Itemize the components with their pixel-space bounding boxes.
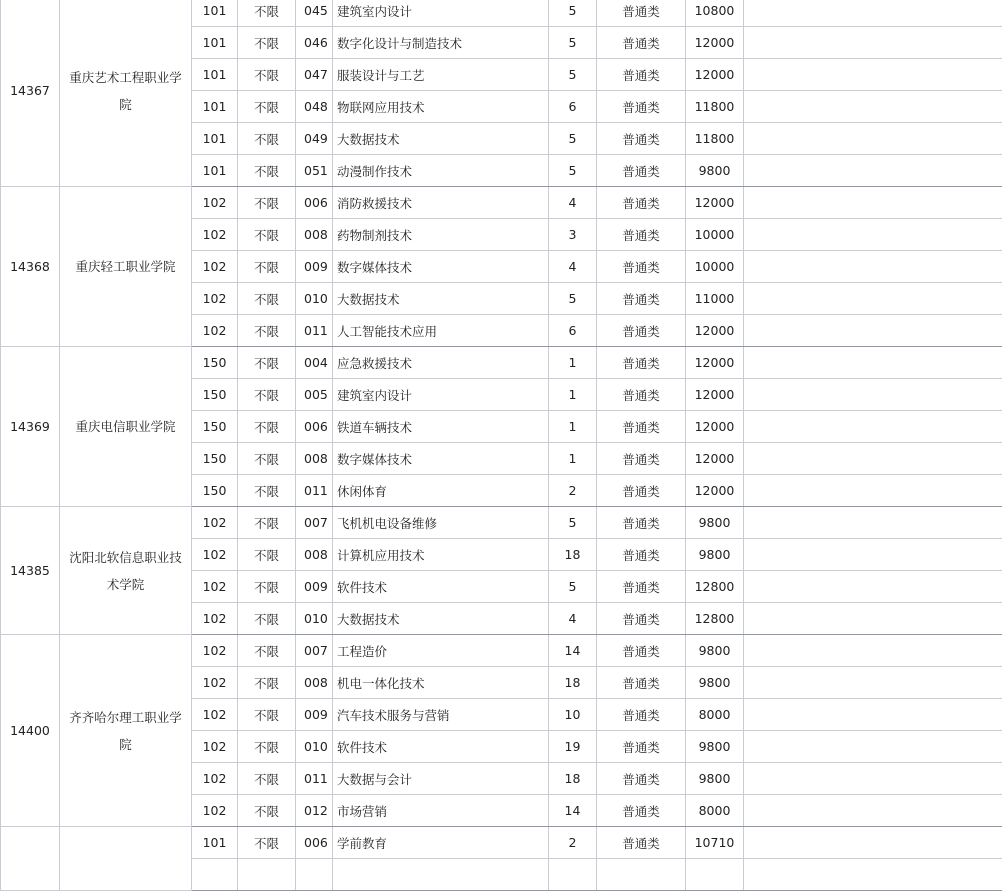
empty-cell <box>744 347 1002 379</box>
major-name-cell: 大数据与会计 <box>333 763 549 795</box>
subject-requirement-cell: 不限 <box>238 283 296 315</box>
plan-code-cell: 150 <box>192 411 238 443</box>
major-code-cell: 006 <box>296 411 333 443</box>
tuition-cell: 12800 <box>686 603 744 635</box>
empty-cell <box>744 635 1002 667</box>
enrollment-count-cell: 3 <box>549 219 597 251</box>
major-code-cell: 009 <box>296 699 333 731</box>
plan-code-cell: 101 <box>192 91 238 123</box>
tuition-cell: 12800 <box>686 571 744 603</box>
empty-cell <box>744 507 1002 539</box>
category-cell: 普通类 <box>597 475 686 507</box>
empty-cell <box>744 411 1002 443</box>
major-name-cell <box>333 859 549 891</box>
category-cell: 普通类 <box>597 795 686 827</box>
empty-cell <box>744 571 1002 603</box>
empty-cell <box>744 475 1002 507</box>
major-name-cell: 铁道车辆技术 <box>333 411 549 443</box>
empty-cell <box>744 667 1002 699</box>
empty-cell <box>744 187 1002 219</box>
empty-cell <box>744 379 1002 411</box>
enrollment-count-cell <box>549 859 597 891</box>
enrollment-count-cell: 5 <box>549 59 597 91</box>
enrollment-count-cell: 6 <box>549 91 597 123</box>
tuition-cell: 11800 <box>686 91 744 123</box>
subject-requirement-cell: 不限 <box>238 603 296 635</box>
enrollment-count-cell: 14 <box>549 635 597 667</box>
school-name-cell: 重庆轻工职业学院 <box>60 187 192 347</box>
plan-code-cell: 101 <box>192 827 238 859</box>
school-name-cell: 齐齐哈尔理工职业学院 <box>60 635 192 827</box>
major-code-cell: 009 <box>296 571 333 603</box>
tuition-cell: 12000 <box>686 315 744 347</box>
tuition-cell: 12000 <box>686 475 744 507</box>
subject-requirement-cell: 不限 <box>238 155 296 187</box>
major-name-cell: 服装设计与工艺 <box>333 59 549 91</box>
major-code-cell: 010 <box>296 283 333 315</box>
school-name-cell <box>60 827 192 891</box>
major-code-cell: 008 <box>296 539 333 571</box>
school-name-cell: 重庆艺术工程职业学院 <box>60 0 192 187</box>
enrollment-count-cell: 5 <box>549 571 597 603</box>
tuition-cell: 12000 <box>686 443 744 475</box>
enrollment-count-cell: 1 <box>549 347 597 379</box>
category-cell: 普通类 <box>597 699 686 731</box>
major-name-cell: 应急救援技术 <box>333 347 549 379</box>
major-name-cell: 数字媒体技术 <box>333 251 549 283</box>
category-cell: 普通类 <box>597 91 686 123</box>
tuition-cell: 10000 <box>686 219 744 251</box>
empty-cell <box>744 251 1002 283</box>
major-code-cell: 048 <box>296 91 333 123</box>
enrollment-count-cell: 4 <box>549 187 597 219</box>
major-name-cell: 计算机应用技术 <box>333 539 549 571</box>
major-code-cell: 006 <box>296 827 333 859</box>
empty-cell <box>744 443 1002 475</box>
school-code-cell: 14385 <box>1 507 60 635</box>
enrollment-count-cell: 5 <box>549 123 597 155</box>
plan-code-cell: 150 <box>192 379 238 411</box>
major-name-cell: 动漫制作技术 <box>333 155 549 187</box>
plan-code-cell: 101 <box>192 27 238 59</box>
table-row <box>1 507 1002 539</box>
major-code-cell: 046 <box>296 27 333 59</box>
plan-code-cell: 102 <box>192 539 238 571</box>
subject-requirement-cell: 不限 <box>238 507 296 539</box>
subject-requirement-cell: 不限 <box>238 187 296 219</box>
category-cell: 普通类 <box>597 443 686 475</box>
category-cell: 普通类 <box>597 315 686 347</box>
plan-code-cell: 102 <box>192 635 238 667</box>
major-code-cell: 007 <box>296 507 333 539</box>
major-code-cell: 009 <box>296 251 333 283</box>
enrollment-count-cell: 1 <box>549 443 597 475</box>
major-name-cell: 建筑室内设计 <box>333 0 549 27</box>
category-cell: 普通类 <box>597 27 686 59</box>
empty-cell <box>744 91 1002 123</box>
major-code-cell: 004 <box>296 347 333 379</box>
category-cell: 普通类 <box>597 219 686 251</box>
major-name-cell: 数字化设计与制造技术 <box>333 27 549 59</box>
empty-cell <box>744 123 1002 155</box>
subject-requirement-cell: 不限 <box>238 539 296 571</box>
major-code-cell: 010 <box>296 603 333 635</box>
empty-cell <box>744 27 1002 59</box>
tuition-cell: 10800 <box>686 0 744 27</box>
school-code-cell: 14369 <box>1 347 60 507</box>
category-cell: 普通类 <box>597 603 686 635</box>
major-name-cell: 消防救援技术 <box>333 187 549 219</box>
tuition-cell: 9800 <box>686 667 744 699</box>
tuition-cell: 12000 <box>686 379 744 411</box>
tuition-cell: 11000 <box>686 283 744 315</box>
empty-cell <box>744 155 1002 187</box>
subject-requirement-cell: 不限 <box>238 0 296 27</box>
subject-requirement-cell: 不限 <box>238 443 296 475</box>
major-code-cell: 011 <box>296 763 333 795</box>
subject-requirement-cell <box>238 859 296 891</box>
major-name-cell: 大数据技术 <box>333 603 549 635</box>
major-code-cell: 051 <box>296 155 333 187</box>
table-row <box>1 827 1002 859</box>
subject-requirement-cell: 不限 <box>238 731 296 763</box>
plan-code-cell <box>192 859 238 891</box>
plan-code-cell: 102 <box>192 763 238 795</box>
plan-code-cell: 101 <box>192 155 238 187</box>
subject-requirement-cell: 不限 <box>238 219 296 251</box>
plan-code-cell: 150 <box>192 443 238 475</box>
tuition-cell <box>686 859 744 891</box>
enrollment-count-cell: 18 <box>549 539 597 571</box>
tuition-cell: 9800 <box>686 731 744 763</box>
tuition-cell: 12000 <box>686 59 744 91</box>
subject-requirement-cell: 不限 <box>238 475 296 507</box>
plan-code-cell: 150 <box>192 347 238 379</box>
school-name-cell: 沈阳北软信息职业技术学院 <box>60 507 192 635</box>
plan-code-cell: 101 <box>192 59 238 91</box>
empty-cell <box>744 731 1002 763</box>
subject-requirement-cell: 不限 <box>238 795 296 827</box>
enrollment-count-cell: 1 <box>549 411 597 443</box>
enrollment-count-cell: 10 <box>549 699 597 731</box>
plan-code-cell: 102 <box>192 603 238 635</box>
category-cell: 普通类 <box>597 187 686 219</box>
empty-cell <box>744 603 1002 635</box>
major-name-cell: 人工智能技术应用 <box>333 315 549 347</box>
enrollment-count-cell: 5 <box>549 283 597 315</box>
major-name-cell: 大数据技术 <box>333 123 549 155</box>
major-code-cell: 011 <box>296 315 333 347</box>
major-code-cell: 008 <box>296 443 333 475</box>
school-code-cell: 14400 <box>1 635 60 827</box>
major-code-cell: 008 <box>296 219 333 251</box>
category-cell: 普通类 <box>597 571 686 603</box>
enrollment-count-cell: 2 <box>549 827 597 859</box>
enrollment-count-cell: 4 <box>549 603 597 635</box>
plan-code-cell: 102 <box>192 795 238 827</box>
empty-cell <box>744 59 1002 91</box>
enrollment-count-cell: 2 <box>549 475 597 507</box>
major-name-cell: 休闲体育 <box>333 475 549 507</box>
major-code-cell: 049 <box>296 123 333 155</box>
category-cell: 普通类 <box>597 347 686 379</box>
tuition-cell: 12000 <box>686 187 744 219</box>
plan-code-cell: 102 <box>192 315 238 347</box>
plan-code-cell: 102 <box>192 219 238 251</box>
major-name-cell: 软件技术 <box>333 571 549 603</box>
enrollment-count-cell: 5 <box>549 0 597 27</box>
empty-cell <box>744 283 1002 315</box>
subject-requirement-cell: 不限 <box>238 379 296 411</box>
enrollment-count-cell: 5 <box>549 507 597 539</box>
enrollment-count-cell: 6 <box>549 315 597 347</box>
major-code-cell: 008 <box>296 667 333 699</box>
table-row <box>1 187 1002 219</box>
subject-requirement-cell: 不限 <box>238 411 296 443</box>
major-code-cell: 012 <box>296 795 333 827</box>
empty-cell <box>744 795 1002 827</box>
category-cell: 普通类 <box>597 507 686 539</box>
tuition-cell: 9800 <box>686 507 744 539</box>
subject-requirement-cell: 不限 <box>238 91 296 123</box>
tuition-cell: 10710 <box>686 827 744 859</box>
category-cell: 普通类 <box>597 731 686 763</box>
tuition-cell: 9800 <box>686 635 744 667</box>
empty-cell <box>744 699 1002 731</box>
subject-requirement-cell: 不限 <box>238 699 296 731</box>
enrollment-count-cell: 5 <box>549 27 597 59</box>
major-name-cell: 市场营销 <box>333 795 549 827</box>
major-name-cell: 学前教育 <box>333 827 549 859</box>
enrollment-count-cell: 4 <box>549 251 597 283</box>
major-name-cell: 药物制剂技术 <box>333 219 549 251</box>
major-name-cell: 建筑室内设计 <box>333 379 549 411</box>
tuition-cell: 11800 <box>686 123 744 155</box>
table-body <box>1 0 1002 891</box>
major-name-cell: 机电一体化技术 <box>333 667 549 699</box>
tuition-cell: 9800 <box>686 763 744 795</box>
tuition-cell: 10000 <box>686 251 744 283</box>
plan-code-cell: 102 <box>192 699 238 731</box>
category-cell: 普通类 <box>597 123 686 155</box>
empty-cell <box>744 219 1002 251</box>
subject-requirement-cell: 不限 <box>238 763 296 795</box>
empty-cell <box>744 827 1002 859</box>
plan-code-cell: 150 <box>192 475 238 507</box>
plan-code-cell: 102 <box>192 731 238 763</box>
major-name-cell: 飞机机电设备维修 <box>333 507 549 539</box>
subject-requirement-cell: 不限 <box>238 27 296 59</box>
major-name-cell: 数字媒体技术 <box>333 443 549 475</box>
major-code-cell: 010 <box>296 731 333 763</box>
subject-requirement-cell: 不限 <box>238 59 296 91</box>
subject-requirement-cell: 不限 <box>238 827 296 859</box>
school-code-cell <box>1 827 60 891</box>
plan-code-cell: 101 <box>192 0 238 27</box>
major-code-cell: 007 <box>296 635 333 667</box>
subject-requirement-cell: 不限 <box>238 347 296 379</box>
major-name-cell: 汽车技术服务与营销 <box>333 699 549 731</box>
enrollment-count-cell: 14 <box>549 795 597 827</box>
major-code-cell: 047 <box>296 59 333 91</box>
enrollment-count-cell: 18 <box>549 667 597 699</box>
major-name-cell: 软件技术 <box>333 731 549 763</box>
empty-cell <box>744 763 1002 795</box>
category-cell: 普通类 <box>597 379 686 411</box>
category-cell: 普通类 <box>597 635 686 667</box>
plan-code-cell: 102 <box>192 251 238 283</box>
subject-requirement-cell: 不限 <box>238 123 296 155</box>
enrollment-count-cell: 18 <box>549 763 597 795</box>
empty-cell <box>744 315 1002 347</box>
table-row <box>1 0 1002 27</box>
major-name-cell: 大数据技术 <box>333 283 549 315</box>
category-cell <box>597 859 686 891</box>
tuition-cell: 12000 <box>686 411 744 443</box>
major-name-cell: 物联网应用技术 <box>333 91 549 123</box>
enrollment-count-cell: 5 <box>549 155 597 187</box>
table-row <box>1 635 1002 667</box>
tuition-cell: 9800 <box>686 155 744 187</box>
major-code-cell: 006 <box>296 187 333 219</box>
plan-code-cell: 102 <box>192 187 238 219</box>
category-cell: 普通类 <box>597 283 686 315</box>
category-cell: 普通类 <box>597 763 686 795</box>
major-code-cell <box>296 859 333 891</box>
tuition-cell: 9800 <box>686 539 744 571</box>
subject-requirement-cell: 不限 <box>238 635 296 667</box>
subject-requirement-cell: 不限 <box>238 667 296 699</box>
plan-code-cell: 102 <box>192 507 238 539</box>
plan-code-cell: 102 <box>192 571 238 603</box>
plan-code-cell: 102 <box>192 667 238 699</box>
major-name-cell: 工程造价 <box>333 635 549 667</box>
tuition-cell: 8000 <box>686 699 744 731</box>
empty-cell <box>744 0 1002 27</box>
major-code-cell: 005 <box>296 379 333 411</box>
tuition-cell: 12000 <box>686 347 744 379</box>
subject-requirement-cell: 不限 <box>238 251 296 283</box>
category-cell: 普通类 <box>597 827 686 859</box>
category-cell: 普通类 <box>597 155 686 187</box>
school-code-cell: 14368 <box>1 187 60 347</box>
major-code-cell: 045 <box>296 0 333 27</box>
subject-requirement-cell: 不限 <box>238 571 296 603</box>
plan-code-cell: 102 <box>192 283 238 315</box>
tuition-cell: 8000 <box>686 795 744 827</box>
major-code-cell: 011 <box>296 475 333 507</box>
enrollment-count-cell: 1 <box>549 379 597 411</box>
category-cell: 普通类 <box>597 667 686 699</box>
category-cell: 普通类 <box>597 59 686 91</box>
table-row <box>1 347 1002 379</box>
category-cell: 普通类 <box>597 411 686 443</box>
subject-requirement-cell: 不限 <box>238 315 296 347</box>
category-cell: 普通类 <box>597 539 686 571</box>
school-code-cell: 14367 <box>1 0 60 187</box>
category-cell: 普通类 <box>597 251 686 283</box>
school-name-cell: 重庆电信职业学院 <box>60 347 192 507</box>
plan-code-cell: 101 <box>192 123 238 155</box>
category-cell: 普通类 <box>597 0 686 27</box>
tuition-cell: 12000 <box>686 27 744 59</box>
enrollment-count-cell: 19 <box>549 731 597 763</box>
empty-cell <box>744 539 1002 571</box>
empty-cell <box>744 859 1002 891</box>
